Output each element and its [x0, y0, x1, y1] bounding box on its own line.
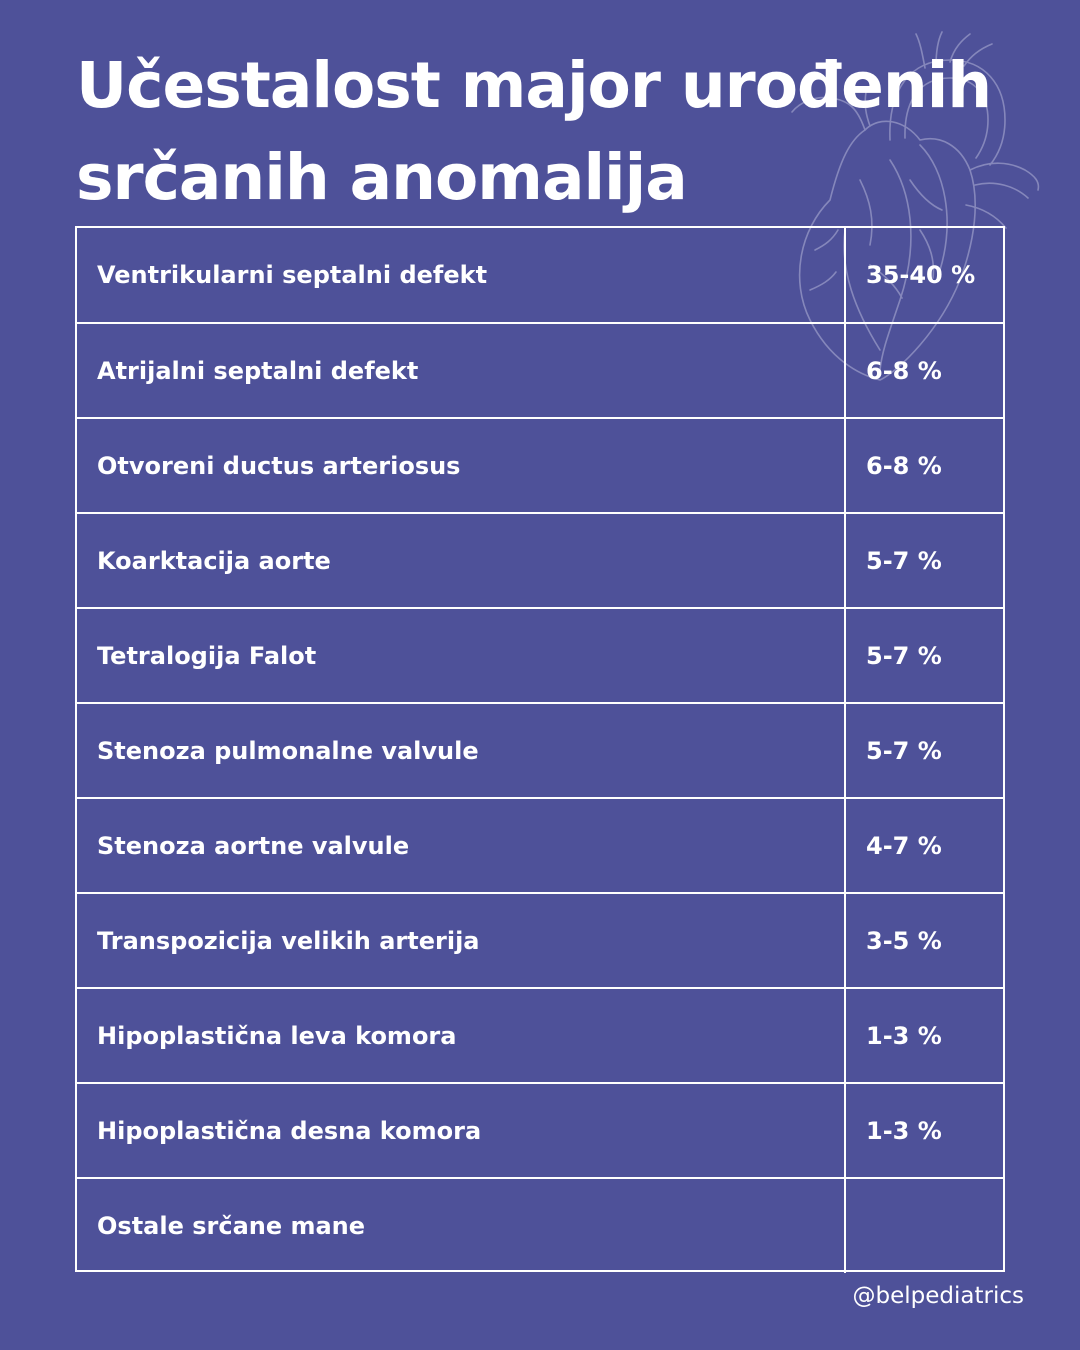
anomaly-name: Otvoreni ductus arteriosus [77, 418, 845, 513]
anomaly-frequency: 1-3 % [845, 988, 1003, 1083]
anomaly-name: Stenoza pulmonalne valvule [77, 703, 845, 798]
anomaly-name: Tetralogija Falot [77, 608, 845, 703]
table-row [77, 1083, 1003, 1178]
anomaly-table [75, 226, 1005, 1272]
anomaly-name: Ventrikularni septalni defekt [77, 228, 845, 323]
anomaly-frequency: 3-5 % [845, 893, 1003, 988]
anomaly-name: Koarktacija aorte [77, 513, 845, 608]
table-row [77, 893, 1003, 988]
anomaly-name: Hipoplastična leva komora [77, 988, 845, 1083]
anomaly-frequency: 6-8 % [845, 323, 1003, 418]
table-row [77, 608, 1003, 703]
table-row [77, 703, 1003, 798]
table-row [77, 513, 1003, 608]
page-title: Učestalost major urođenih srčanih anomalija [76, 49, 992, 214]
social-handle: @belpediatrics [852, 1283, 1024, 1309]
table-row [77, 1178, 1003, 1273]
anomaly-frequency [845, 1178, 1003, 1273]
anomaly-name: Ostale srčane mane [77, 1178, 845, 1273]
table-row [77, 798, 1003, 893]
anomaly-frequency: 6-8 % [845, 418, 1003, 513]
anomaly-frequency: 5-7 % [845, 513, 1003, 608]
anomaly-name: Stenoza aortne valvule [77, 798, 845, 893]
anomaly-frequency: 35-40 % [845, 228, 1003, 323]
anomaly-name: Hipoplastična desna komora [77, 1083, 845, 1178]
table-row [77, 323, 1003, 418]
anomaly-frequency: 1-3 % [845, 1083, 1003, 1178]
anomaly-frequency: 5-7 % [845, 608, 1003, 703]
anomaly-name: Atrijalni septalni defekt [77, 323, 845, 418]
table-row [77, 228, 1003, 323]
anomaly-frequency: 5-7 % [845, 703, 1003, 798]
table-row [77, 418, 1003, 513]
anomaly-name: Transpozicija velikih arterija [77, 893, 845, 988]
anomaly-frequency: 4-7 % [845, 798, 1003, 893]
table-row [77, 988, 1003, 1083]
